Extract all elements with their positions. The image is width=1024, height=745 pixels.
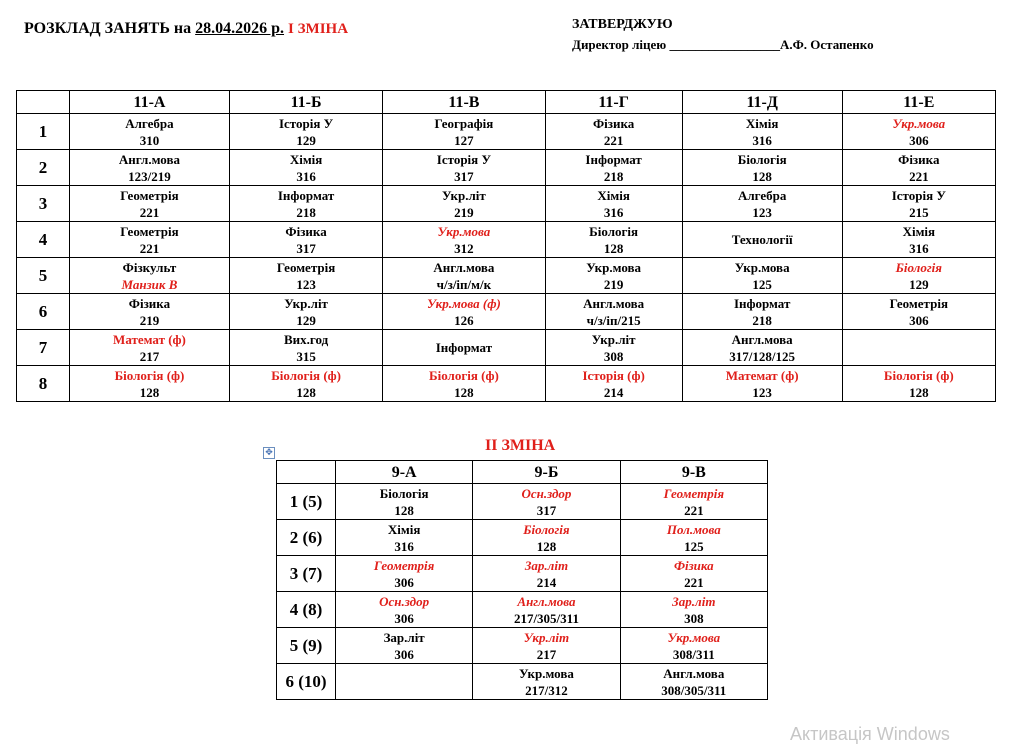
subject-name: Укр.мова (ф) (426, 295, 501, 311)
lesson-cell (682, 294, 842, 330)
room-number: 217 (536, 646, 557, 662)
subject-name: Біологія (379, 485, 429, 501)
class-header: 9-Б (473, 461, 620, 484)
subject-name: Вих.год (283, 331, 329, 347)
lesson-cell (383, 294, 545, 330)
class-header: 11-Е (842, 91, 995, 114)
room-number: 125 (752, 276, 772, 292)
lesson-row (17, 258, 996, 294)
lesson-cell (545, 366, 682, 402)
title-prefix: РОЗКЛАД ЗАНЯТЬ на (24, 20, 196, 37)
subject-name: Біологія (ф) (883, 367, 954, 383)
lesson-cell (545, 330, 682, 366)
room-number: 218 (603, 168, 624, 184)
room-number: 316 (909, 240, 929, 256)
room-number: 217/305/311 (513, 610, 579, 626)
room-number: 308/305/311 (661, 682, 727, 698)
subject-name: Укр.мова (586, 259, 642, 275)
lesson-number: 7 (17, 330, 70, 366)
class-header: 9-А (336, 461, 473, 484)
lesson-cell (682, 114, 842, 150)
lesson-number: 3 (7) (277, 556, 336, 592)
subject-name: Інформат (733, 295, 791, 311)
lesson-cell (842, 114, 995, 150)
room-number: 221 (139, 204, 160, 220)
lesson-cell (545, 114, 682, 150)
lesson-cell (842, 330, 995, 366)
lesson-cell (545, 150, 682, 186)
room-number: 316 (394, 538, 414, 554)
lesson-cell (383, 222, 545, 258)
room-number: 128 (909, 384, 929, 400)
subject-name: Хімія (745, 115, 779, 131)
class-header: 11-В (383, 91, 545, 114)
approval-block (572, 15, 874, 55)
subject-name: Укр.мова (437, 223, 491, 239)
room-number: 221 (139, 240, 160, 256)
room-number: 308/311 (672, 646, 715, 662)
lesson-cell (682, 330, 842, 366)
subject-name: Англ.мова (517, 593, 576, 609)
lesson-cell (229, 330, 382, 366)
lesson-cell (383, 366, 545, 402)
room-number: 221 (909, 168, 929, 184)
lesson-number: 5 (17, 258, 70, 294)
subject-name: Укр.мова (734, 259, 790, 275)
room-number: ч/з/іп/м/к (436, 276, 492, 292)
subject-name: Англ.мова (731, 331, 793, 347)
room-number: 306 (909, 312, 929, 328)
subject-name: Зар.літ (524, 557, 569, 573)
subject-name: Зар.літ (672, 593, 716, 609)
subject-name: Геометрія (373, 557, 435, 573)
lesson-cell (70, 186, 230, 222)
subject-name: Алгебра (125, 115, 174, 131)
subject-name: Географія (434, 115, 494, 131)
room-number: 310 (139, 132, 160, 148)
lesson-cell (336, 520, 473, 556)
subject-name: Фізика (898, 151, 940, 167)
lesson-cell (842, 222, 995, 258)
subject-name: Укр.літ (523, 629, 570, 645)
windows-activation-watermark: Активація Windows (790, 724, 950, 744)
lesson-cell (229, 150, 382, 186)
first-shift-label: І ЗМІНА (288, 21, 349, 37)
lesson-row (277, 592, 768, 628)
subject-name: Історія У (436, 151, 491, 167)
room-number: 128 (139, 384, 160, 400)
room-number: 317 (296, 240, 316, 256)
class-header: 9-В (620, 461, 767, 484)
lesson-row (277, 664, 768, 700)
room-number: 129 (909, 276, 929, 292)
lesson-cell (545, 222, 682, 258)
lesson-cell (336, 628, 473, 664)
room-number: 308 (603, 348, 624, 364)
subject-name: Хімія (289, 151, 323, 167)
subject-name: Укр.мова (519, 665, 574, 681)
room-number: 315 (296, 348, 316, 364)
subject-name: Алгебра (737, 187, 787, 203)
lesson-number: 4 (8) (277, 592, 336, 628)
lesson-cell (336, 484, 473, 520)
lesson-cell (229, 294, 382, 330)
lesson-cell (383, 114, 545, 150)
room-number: 126 (454, 312, 474, 328)
room-number: 128 (536, 538, 557, 554)
room-number: 127 (454, 132, 474, 148)
room-number: 214 (536, 574, 557, 590)
lesson-number: 2 (17, 150, 70, 186)
lesson-cell (842, 294, 995, 330)
subject-name: Осн.здор (521, 485, 572, 501)
lesson-cell (682, 222, 842, 258)
subject-name: Хімія (902, 223, 936, 239)
room-number: 217 (139, 348, 160, 364)
subject-name: Математ (ф) (725, 367, 799, 383)
room-number: 129 (296, 132, 316, 148)
lesson-cell (229, 366, 382, 402)
room-number: ч/з/іп/215 (586, 312, 641, 328)
subject-name: Зар.літ (383, 629, 425, 645)
subject-name: Англ.мова (433, 259, 495, 275)
room-number: 219 (454, 204, 474, 220)
lesson-cell (842, 150, 995, 186)
lesson-cell (620, 664, 767, 700)
approval-title: ЗАТВЕРДЖУЮ (572, 17, 673, 32)
lesson-cell (70, 222, 230, 258)
subject-name: Біологія (895, 259, 942, 275)
room-number: 316 (296, 168, 316, 184)
class-header: 11-Д (682, 91, 842, 114)
subject-name: Фізика (592, 115, 635, 131)
subject-name: Геометрія (120, 223, 179, 239)
lesson-cell (842, 258, 995, 294)
lesson-cell (473, 484, 620, 520)
lesson-cell (336, 592, 473, 628)
approval-signature-line: Директор ліцею _________________А.Ф. Остапенко (572, 37, 874, 52)
lesson-cell (842, 366, 995, 402)
subject-name: Геометрія (276, 259, 336, 275)
lesson-cell (682, 150, 842, 186)
subject-name: Хімія (597, 187, 630, 203)
room-number: 306 (394, 574, 414, 590)
room-number: 128 (454, 384, 474, 400)
room-number: 123 (752, 384, 772, 400)
room-number: 306 (909, 132, 929, 148)
subject-name: Англ.мова (118, 151, 180, 167)
schedule-date: 28.04.2026 р. (195, 20, 285, 37)
lesson-number: 1 (5) (277, 484, 336, 520)
lesson-number: 8 (17, 366, 70, 402)
lesson-number: 6 (10) (277, 664, 336, 700)
subject-name: Фізика (285, 223, 327, 239)
room-number: 221 (603, 132, 624, 148)
subject-name: Осн.здор (379, 593, 430, 609)
subject-name: Хімія (387, 521, 421, 537)
subject-name: Математ (ф) (113, 331, 186, 347)
room-number: 316 (752, 132, 772, 148)
lesson-row (17, 330, 996, 366)
table-move-handle-icon[interactable]: ✥ (263, 447, 275, 459)
second-shift-title: ІІ ЗМІНА (485, 437, 556, 454)
lesson-cell (70, 150, 230, 186)
subject-name: Інформат (277, 187, 335, 203)
room-number: 221 (684, 502, 704, 518)
table-header-row (277, 461, 768, 484)
lesson-number: 5 (9) (277, 628, 336, 664)
lesson-row (277, 484, 768, 520)
lesson-cell (70, 258, 230, 294)
lesson-cell (229, 186, 382, 222)
subject-name: Технології (731, 232, 793, 247)
lesson-number: 3 (17, 186, 70, 222)
lesson-cell (229, 222, 382, 258)
room-number: 221 (684, 574, 704, 590)
lesson-cell (545, 294, 682, 330)
room-number: 219 (603, 276, 624, 292)
lesson-row (277, 628, 768, 664)
lesson-cell (473, 520, 620, 556)
lesson-cell (620, 628, 767, 664)
lesson-row (17, 114, 996, 150)
room-number: 312 (454, 240, 474, 256)
class-header: 11-А (70, 91, 230, 114)
lesson-row (17, 222, 996, 258)
lesson-cell (545, 186, 682, 222)
lesson-cell (473, 628, 620, 664)
room-number: 219 (139, 312, 160, 328)
lesson-cell (383, 258, 545, 294)
subject-name: Англ.мова (583, 295, 645, 311)
lesson-cell (842, 186, 995, 222)
lesson-cell (383, 150, 545, 186)
room-number: 317 (454, 168, 474, 184)
lesson-cell (383, 186, 545, 222)
room-number: 128 (752, 168, 772, 184)
room-number: 218 (296, 204, 316, 220)
subject-name: Укр.мова (892, 115, 946, 131)
room-number: 306 (394, 610, 414, 626)
subject-name: Геометрія (120, 187, 179, 203)
lesson-cell (620, 556, 767, 592)
subject-name: Фізика (128, 295, 171, 311)
subject-name: Біологія (737, 151, 787, 167)
room-number: 123/219 (128, 168, 171, 184)
lesson-row (277, 556, 768, 592)
subject-name: Біологія (ф) (271, 367, 341, 383)
lesson-row (277, 520, 768, 556)
room-number: 214 (603, 384, 624, 400)
corner-cell (17, 91, 70, 114)
lesson-number: 4 (17, 222, 70, 258)
lesson-cell (620, 520, 767, 556)
room-number: 123 (296, 276, 316, 292)
room-number: 316 (603, 204, 624, 220)
room-number: 128 (603, 240, 624, 256)
room-number: 308 (684, 610, 704, 626)
room-number: 306 (394, 646, 414, 662)
subject-name: Англ.мова (663, 665, 725, 681)
subject-name: Інформат (435, 340, 493, 355)
lesson-cell (336, 556, 473, 592)
class-header: 11-Б (229, 91, 382, 114)
lesson-row (17, 294, 996, 330)
room-number: 218 (752, 312, 772, 328)
lesson-number: 2 (6) (277, 520, 336, 556)
subject-name: Біологія (523, 521, 570, 537)
schedule-title (24, 20, 348, 38)
lesson-cell (383, 330, 545, 366)
subject-name: Історія У (891, 187, 946, 203)
subject-name: Біологія (ф) (114, 367, 185, 383)
room-number: 317 (536, 502, 557, 518)
room-number: 128 (296, 384, 316, 400)
lesson-cell (70, 114, 230, 150)
first-shift-table (16, 90, 996, 402)
lesson-cell (70, 294, 230, 330)
lesson-cell (682, 366, 842, 402)
lesson-cell (336, 664, 473, 700)
subject-name: Біологія (589, 223, 639, 239)
lesson-cell (620, 592, 767, 628)
subject-name: Історія У (278, 115, 334, 131)
subject-name: Укр.літ (442, 187, 486, 203)
lesson-cell (620, 484, 767, 520)
table-header-row (17, 91, 996, 114)
subject-name: Геометрія (663, 485, 725, 501)
room-number: 129 (296, 312, 316, 328)
room-number: 123 (752, 204, 772, 220)
lesson-cell (473, 592, 620, 628)
subject-name: Укр.літ (284, 295, 328, 311)
subject-name: Геометрія (889, 295, 948, 311)
subject-name: Фізкульт (122, 259, 177, 275)
corner-cell (277, 461, 336, 484)
room-number: Манзик В (121, 276, 178, 292)
subject-name: Укр.літ (591, 331, 636, 347)
subject-name: Біологія (ф) (429, 367, 499, 383)
lesson-number: 1 (17, 114, 70, 150)
room-number: 215 (909, 204, 929, 220)
room-number: 128 (394, 502, 414, 518)
subject-name: Укр.мова (667, 629, 721, 645)
lesson-cell (473, 664, 620, 700)
room-number: 317/128/125 (729, 348, 796, 364)
subject-name: Історія (ф) (582, 367, 645, 383)
subject-name: Пол.мова (666, 521, 721, 537)
lesson-cell (229, 258, 382, 294)
lesson-cell (545, 258, 682, 294)
lesson-cell (229, 114, 382, 150)
room-number: 217/312 (525, 682, 568, 698)
lesson-row (17, 186, 996, 222)
lesson-number: 6 (17, 294, 70, 330)
subject-name: Інформат (585, 151, 642, 167)
lesson-cell (473, 556, 620, 592)
lesson-cell (70, 330, 230, 366)
lesson-cell (682, 258, 842, 294)
lesson-row (17, 366, 996, 402)
room-number: 125 (684, 538, 704, 554)
second-shift-table (276, 460, 768, 700)
class-header: 11-Г (545, 91, 682, 114)
lesson-cell (70, 366, 230, 402)
subject-name: Фізика (673, 557, 714, 573)
lesson-cell (682, 186, 842, 222)
lesson-row (17, 150, 996, 186)
